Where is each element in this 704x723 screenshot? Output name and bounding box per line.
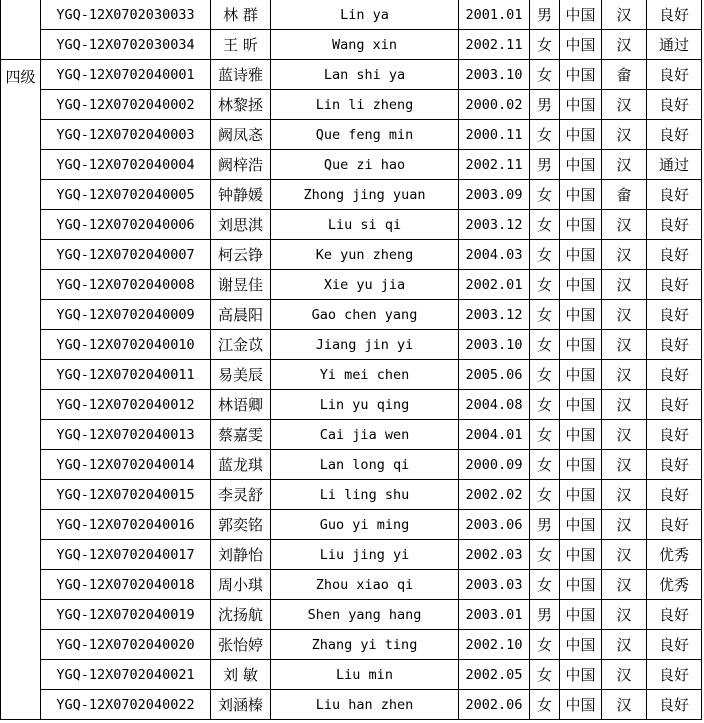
table-row: [1, 0, 702, 30]
rating-cell: 通过: [647, 150, 702, 180]
gender-cell: 女: [530, 300, 560, 330]
rating-cell: 良好: [647, 300, 702, 330]
student-id-cell: YGQ-12X0702040016: [41, 510, 211, 540]
ethnicity-cell: 汉: [602, 30, 647, 60]
student-id-cell: YGQ-12X0702040007: [41, 240, 211, 270]
student-id-cell: YGQ-12X0702040014: [41, 450, 211, 480]
country-cell: 中国: [560, 120, 602, 150]
ethnicity-cell: 汉: [602, 420, 647, 450]
ethnicity-cell: 汉: [602, 600, 647, 630]
gender-cell: 女: [530, 480, 560, 510]
table-row: [1, 60, 702, 90]
rating-cell: 良好: [647, 390, 702, 420]
student-id-cell: YGQ-12X0702030034: [41, 30, 211, 60]
birth-date-cell: 2003.10: [459, 60, 530, 90]
student-name-cell: 刘 敏: [211, 660, 271, 690]
gender-cell: 女: [530, 690, 560, 720]
country-cell: 中国: [560, 270, 602, 300]
table-row: [1, 150, 702, 180]
gender-cell: 女: [530, 540, 560, 570]
student-name-cell: 林 群: [211, 0, 271, 30]
table-row: [1, 420, 702, 450]
student-id-cell: YGQ-12X0702040005: [41, 180, 211, 210]
gender-cell: 女: [530, 420, 560, 450]
student-id-cell: YGQ-12X0702040008: [41, 270, 211, 300]
grade-cell: 四级: [1, 60, 41, 720]
country-cell: 中国: [560, 90, 602, 120]
gender-cell: 女: [530, 660, 560, 690]
ethnicity-cell: 汉: [602, 120, 647, 150]
country-cell: 中国: [560, 390, 602, 420]
student-name-cell: 张怡婷: [211, 630, 271, 660]
gender-cell: 女: [530, 630, 560, 660]
birth-date-cell: 2005.06: [459, 360, 530, 390]
student-name-cell: 林语卿: [211, 390, 271, 420]
student-id-cell: YGQ-12X0702040018: [41, 570, 211, 600]
ethnicity-cell: 汉: [602, 300, 647, 330]
country-cell: 中国: [560, 630, 602, 660]
table-row: [1, 450, 702, 480]
rating-cell: 良好: [647, 90, 702, 120]
gender-cell: 女: [530, 570, 560, 600]
student-pinyin-cell: Que feng min: [271, 120, 459, 150]
table-row: [1, 210, 702, 240]
student-id-cell: YGQ-12X0702040002: [41, 90, 211, 120]
student-name-cell: 蔡嘉雯: [211, 420, 271, 450]
table-row: [1, 390, 702, 420]
rating-cell: 良好: [647, 600, 702, 630]
rating-cell: 良好: [647, 510, 702, 540]
rating-cell: 良好: [647, 690, 702, 720]
birth-date-cell: 2002.03: [459, 540, 530, 570]
country-cell: 中国: [560, 450, 602, 480]
ethnicity-cell: 汉: [602, 480, 647, 510]
student-name-cell: 沈扬航: [211, 600, 271, 630]
country-cell: 中国: [560, 600, 602, 630]
table-row: [1, 570, 702, 600]
birth-date-cell: 2004.01: [459, 420, 530, 450]
student-id-cell: YGQ-12X0702030033: [41, 0, 211, 30]
birth-date-cell: 2002.11: [459, 30, 530, 60]
country-cell: 中国: [560, 660, 602, 690]
birth-date-cell: 2000.11: [459, 120, 530, 150]
student-name-cell: 王 昕: [211, 30, 271, 60]
gender-cell: 女: [530, 180, 560, 210]
gender-cell: 女: [530, 450, 560, 480]
gender-cell: 女: [530, 120, 560, 150]
student-id-cell: YGQ-12X0702040006: [41, 210, 211, 240]
birth-date-cell: 2003.10: [459, 330, 530, 360]
birth-date-cell: 2002.01: [459, 270, 530, 300]
gender-cell: 女: [530, 240, 560, 270]
gender-cell: 男: [530, 510, 560, 540]
student-name-cell: 高晨阳: [211, 300, 271, 330]
student-pinyin-cell: Ke yun zheng: [271, 240, 459, 270]
ethnicity-cell: 畲: [602, 180, 647, 210]
birth-date-cell: 2004.03: [459, 240, 530, 270]
birth-date-cell: 2003.12: [459, 300, 530, 330]
birth-date-cell: 2002.05: [459, 660, 530, 690]
gender-cell: 女: [530, 30, 560, 60]
birth-date-cell: 2003.12: [459, 210, 530, 240]
student-name-cell: 刘涵榛: [211, 690, 271, 720]
ethnicity-cell: 汉: [602, 570, 647, 600]
birth-date-cell: 2002.10: [459, 630, 530, 660]
student-pinyin-cell: Shen yang hang: [271, 600, 459, 630]
student-name-cell: 柯云铮: [211, 240, 271, 270]
student-id-cell: YGQ-12X0702040017: [41, 540, 211, 570]
student-pinyin-cell: Lin yu qing: [271, 390, 459, 420]
gender-cell: 女: [530, 390, 560, 420]
table-row: [1, 660, 702, 690]
table-row: [1, 600, 702, 630]
country-cell: 中国: [560, 540, 602, 570]
student-pinyin-cell: Gao chen yang: [271, 300, 459, 330]
student-name-cell: 刘静怡: [211, 540, 271, 570]
ethnicity-cell: 汉: [602, 210, 647, 240]
rating-cell: 良好: [647, 330, 702, 360]
student-pinyin-cell: Lin li zheng: [271, 90, 459, 120]
gender-cell: 女: [530, 330, 560, 360]
table-row: [1, 180, 702, 210]
ethnicity-cell: 汉: [602, 510, 647, 540]
student-name-cell: 蓝龙琪: [211, 450, 271, 480]
rating-cell: 良好: [647, 630, 702, 660]
student-pinyin-cell: Cai jia wen: [271, 420, 459, 450]
gender-cell: 女: [530, 60, 560, 90]
birth-date-cell: 2004.08: [459, 390, 530, 420]
table-row: [1, 510, 702, 540]
student-pinyin-cell: Zhang yi ting: [271, 630, 459, 660]
student-pinyin-cell: Lan shi ya: [271, 60, 459, 90]
student-pinyin-cell: Lin ya: [271, 0, 459, 30]
rating-cell: 良好: [647, 210, 702, 240]
gender-cell: 女: [530, 360, 560, 390]
birth-date-cell: 2003.01: [459, 600, 530, 630]
ethnicity-cell: 汉: [602, 270, 647, 300]
student-id-cell: YGQ-12X0702040020: [41, 630, 211, 660]
student-pinyin-cell: Lan long qi: [271, 450, 459, 480]
gender-cell: 女: [530, 270, 560, 300]
rating-cell: 良好: [647, 60, 702, 90]
student-name-cell: 周小琪: [211, 570, 271, 600]
rating-cell: 优秀: [647, 540, 702, 570]
student-pinyin-cell: Wang xin: [271, 30, 459, 60]
birth-date-cell: 2001.01: [459, 0, 530, 30]
gender-cell: 男: [530, 150, 560, 180]
student-pinyin-cell: Xie yu jia: [271, 270, 459, 300]
student-pinyin-cell: Liu min: [271, 660, 459, 690]
student-name-cell: 阙梓浩: [211, 150, 271, 180]
country-cell: 中国: [560, 330, 602, 360]
student-name-cell: 林黎拯: [211, 90, 271, 120]
ethnicity-cell: 汉: [602, 690, 647, 720]
gender-cell: 男: [530, 90, 560, 120]
student-name-cell: 刘思淇: [211, 210, 271, 240]
student-id-cell: YGQ-12X0702040010: [41, 330, 211, 360]
gender-cell: 男: [530, 600, 560, 630]
rating-cell: 良好: [647, 360, 702, 390]
country-cell: 中国: [560, 0, 602, 30]
student-name-cell: 李灵舒: [211, 480, 271, 510]
birth-date-cell: 2002.06: [459, 690, 530, 720]
ethnicity-cell: 汉: [602, 240, 647, 270]
gender-cell: 男: [530, 0, 560, 30]
student-id-cell: YGQ-12X0702040015: [41, 480, 211, 510]
rating-cell: 良好: [647, 660, 702, 690]
student-pinyin-cell: Yi mei chen: [271, 360, 459, 390]
country-cell: 中国: [560, 690, 602, 720]
birth-date-cell: 2003.06: [459, 510, 530, 540]
table-row: [1, 300, 702, 330]
student-id-cell: YGQ-12X0702040009: [41, 300, 211, 330]
student-id-cell: YGQ-12X0702040001: [41, 60, 211, 90]
student-name-cell: 江金苡: [211, 330, 271, 360]
country-cell: 中国: [560, 480, 602, 510]
student-name-cell: 谢昱佳: [211, 270, 271, 300]
student-pinyin-cell: Liu han zhen: [271, 690, 459, 720]
student-id-cell: YGQ-12X0702040021: [41, 660, 211, 690]
country-cell: 中国: [560, 30, 602, 60]
rating-cell: 良好: [647, 270, 702, 300]
student-pinyin-cell: Jiang jin yi: [271, 330, 459, 360]
student-id-cell: YGQ-12X0702040012: [41, 390, 211, 420]
student-pinyin-cell: Liu si qi: [271, 210, 459, 240]
student-id-cell: YGQ-12X0702040013: [41, 420, 211, 450]
table-row: [1, 240, 702, 270]
table-body: [1, 0, 702, 720]
ethnicity-cell: 汉: [602, 330, 647, 360]
grade-cell: [1, 0, 41, 60]
student-name-cell: 钟静媛: [211, 180, 271, 210]
country-cell: 中国: [560, 360, 602, 390]
student-name-cell: 蓝诗雅: [211, 60, 271, 90]
birth-date-cell: 2003.09: [459, 180, 530, 210]
student-id-cell: YGQ-12X0702040004: [41, 150, 211, 180]
birth-date-cell: 2000.09: [459, 450, 530, 480]
student-id-cell: YGQ-12X0702040019: [41, 600, 211, 630]
student-id-cell: YGQ-12X0702040022: [41, 690, 211, 720]
gender-cell: 女: [530, 210, 560, 240]
country-cell: 中国: [560, 510, 602, 540]
student-pinyin-cell: Que zi hao: [271, 150, 459, 180]
table-row: [1, 360, 702, 390]
country-cell: 中国: [560, 150, 602, 180]
rating-cell: 良好: [647, 240, 702, 270]
ethnicity-cell: 畲: [602, 60, 647, 90]
country-cell: 中国: [560, 60, 602, 90]
student-name-cell: 郭奕铭: [211, 510, 271, 540]
birth-date-cell: 2000.02: [459, 90, 530, 120]
student-name-cell: 阙凤忞: [211, 120, 271, 150]
rating-cell: 优秀: [647, 570, 702, 600]
country-cell: 中国: [560, 570, 602, 600]
rating-cell: 良好: [647, 0, 702, 30]
ethnicity-cell: 汉: [602, 660, 647, 690]
country-cell: 中国: [560, 180, 602, 210]
birth-date-cell: 2002.11: [459, 150, 530, 180]
ethnicity-cell: 汉: [602, 630, 647, 660]
rating-cell: 良好: [647, 120, 702, 150]
table-row: [1, 690, 702, 720]
country-cell: 中国: [560, 210, 602, 240]
ethnicity-cell: 汉: [602, 0, 647, 30]
table-row: [1, 30, 702, 60]
ethnicity-cell: 汉: [602, 540, 647, 570]
student-pinyin-cell: Guo yi ming: [271, 510, 459, 540]
birth-date-cell: 2003.03: [459, 570, 530, 600]
ethnicity-cell: 汉: [602, 390, 647, 420]
table-row: [1, 630, 702, 660]
rating-cell: 良好: [647, 180, 702, 210]
country-cell: 中国: [560, 420, 602, 450]
table-row: [1, 120, 702, 150]
student-pinyin-cell: Zhou xiao qi: [271, 570, 459, 600]
rating-cell: 通过: [647, 30, 702, 60]
rating-cell: 良好: [647, 420, 702, 450]
student-pinyin-cell: Zhong jing yuan: [271, 180, 459, 210]
rating-cell: 良好: [647, 480, 702, 510]
student-pinyin-cell: Liu jing yi: [271, 540, 459, 570]
country-cell: 中国: [560, 240, 602, 270]
country-cell: 中国: [560, 300, 602, 330]
ethnicity-cell: 汉: [602, 150, 647, 180]
birth-date-cell: 2002.02: [459, 480, 530, 510]
ethnicity-cell: 汉: [602, 90, 647, 120]
student-pinyin-cell: Li ling shu: [271, 480, 459, 510]
student-id-cell: YGQ-12X0702040011: [41, 360, 211, 390]
table-row: [1, 330, 702, 360]
table-row: [1, 270, 702, 300]
table-row: [1, 90, 702, 120]
ethnicity-cell: 汉: [602, 450, 647, 480]
student-id-cell: YGQ-12X0702040003: [41, 120, 211, 150]
rating-cell: 良好: [647, 450, 702, 480]
table-row: [1, 540, 702, 570]
student-name-cell: 易美辰: [211, 360, 271, 390]
ethnicity-cell: 汉: [602, 360, 647, 390]
table-row: [1, 480, 702, 510]
